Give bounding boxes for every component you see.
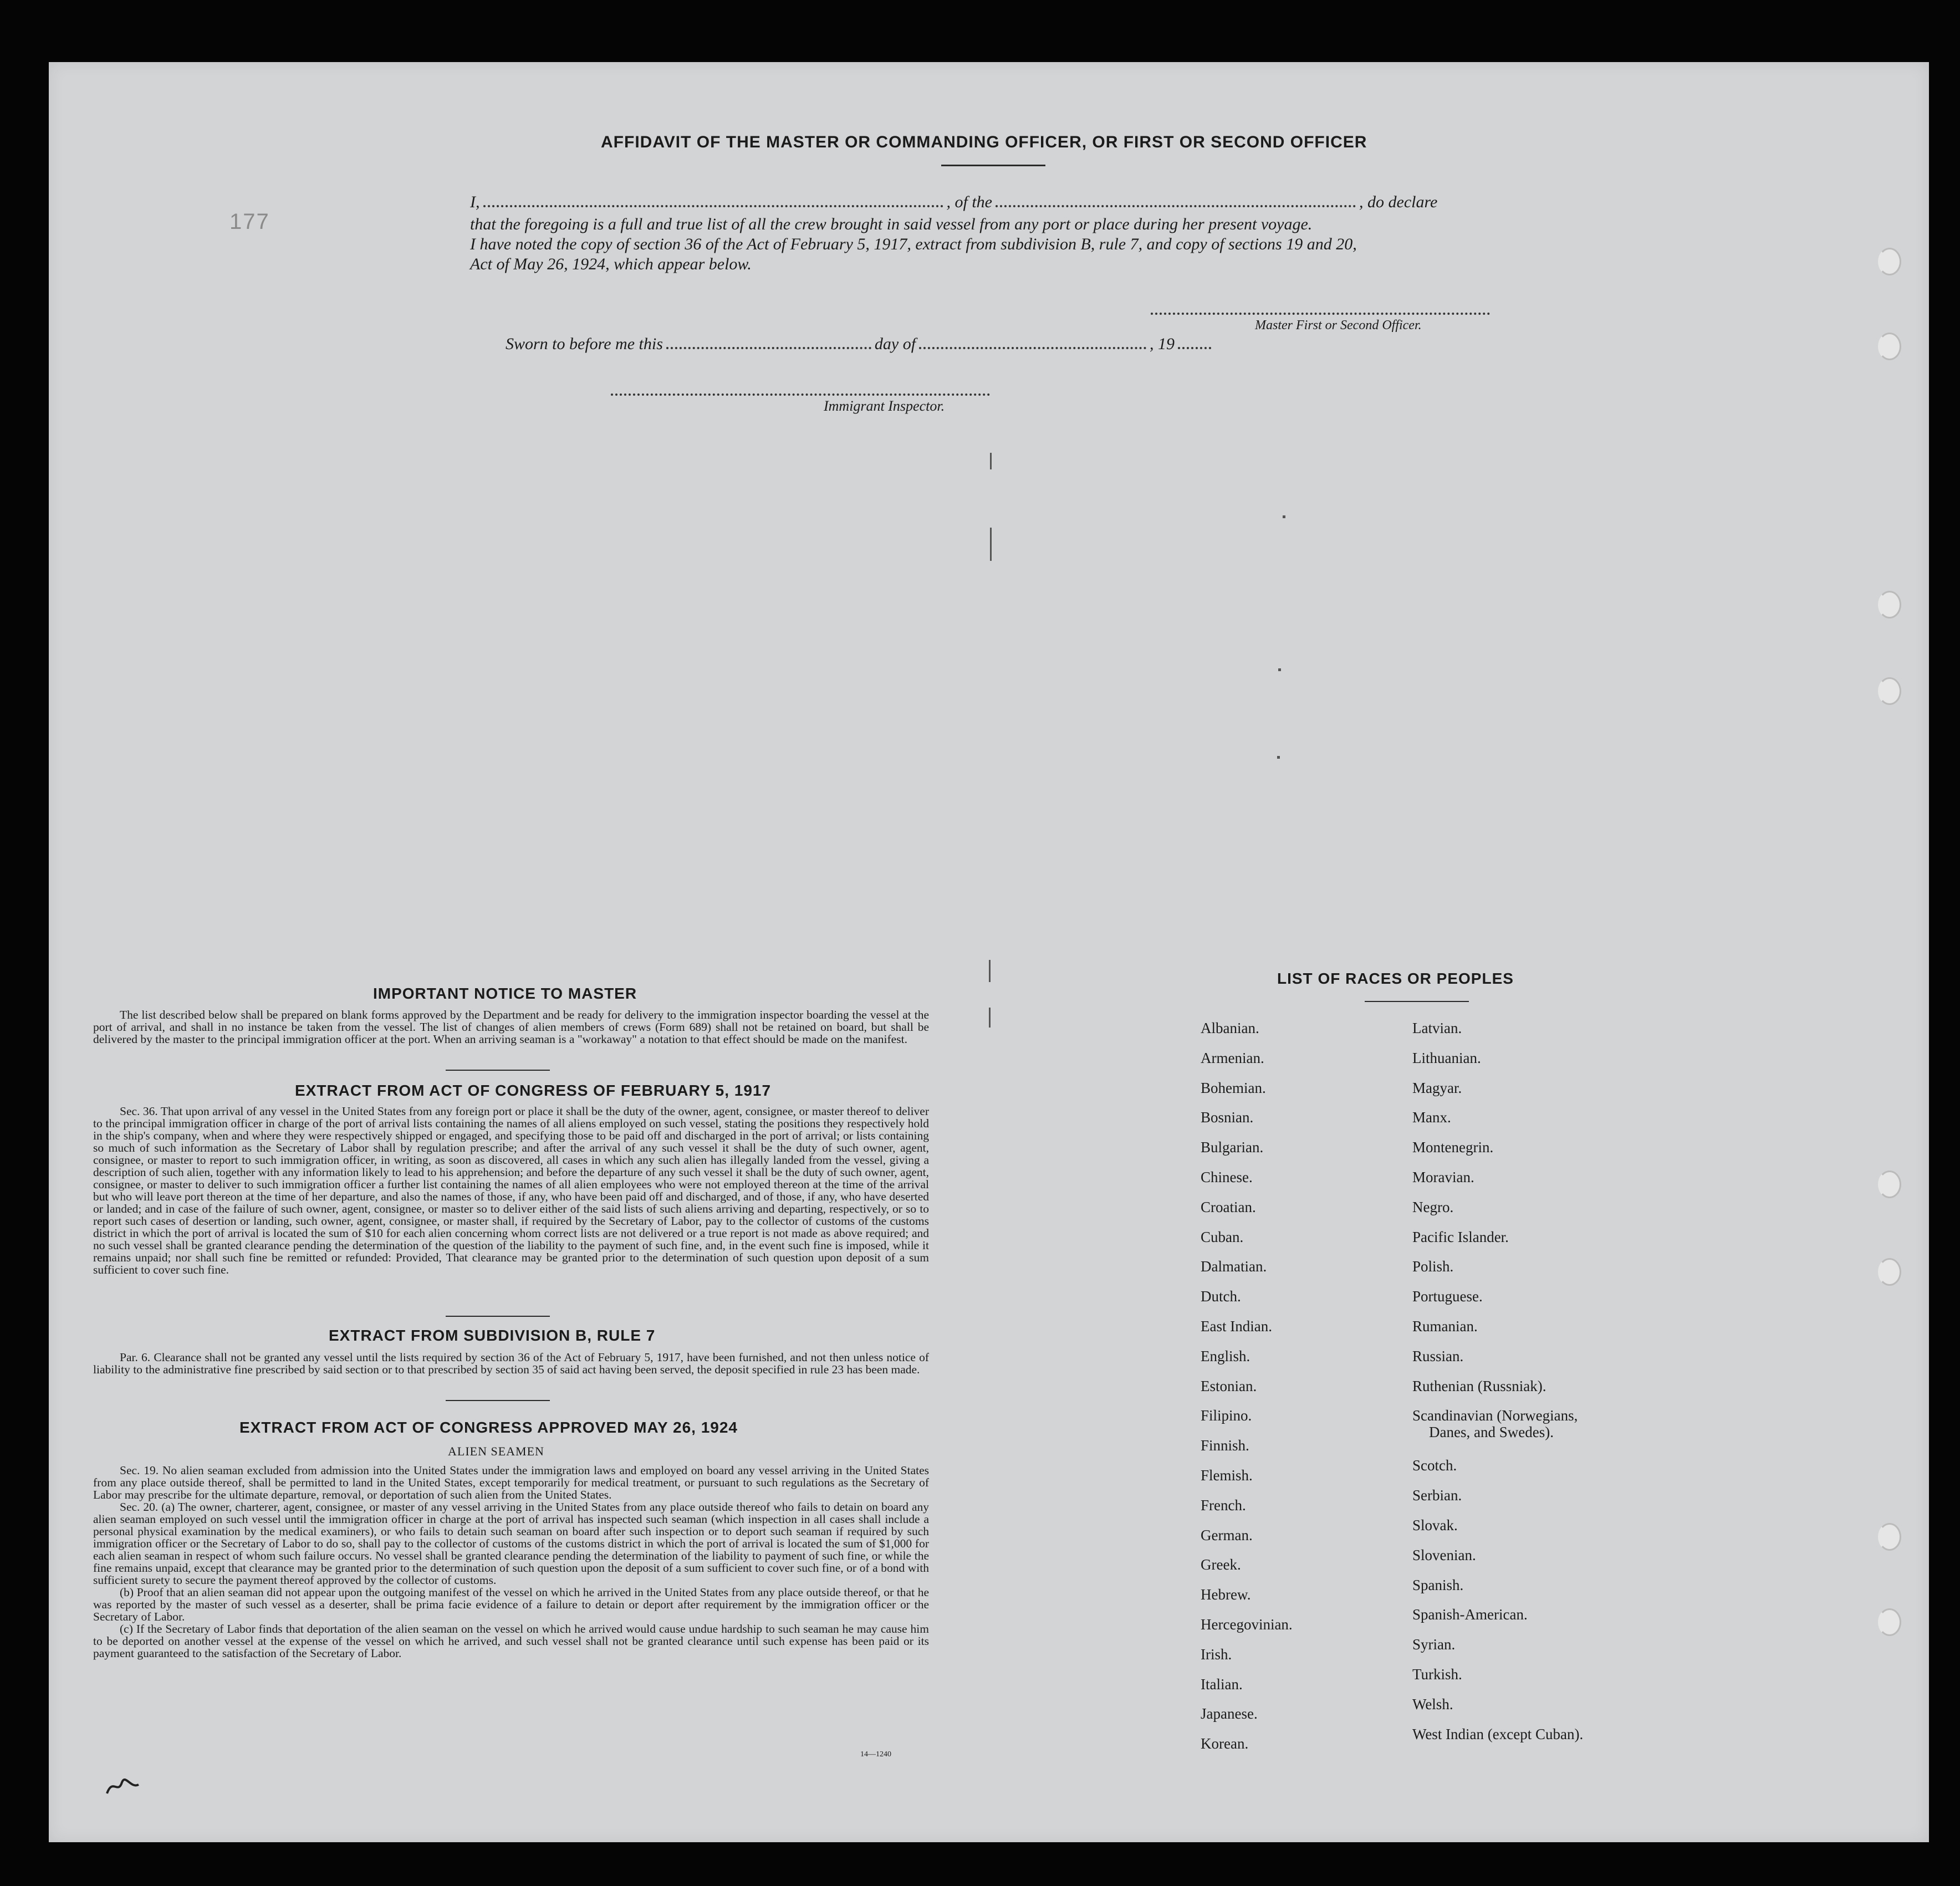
inspector-signature-line[interactable] (611, 393, 990, 396)
race-item: Dutch. (1201, 1288, 1241, 1305)
rule7-body (93, 1351, 929, 1376)
race-item: Lithuanian. (1412, 1050, 1481, 1066)
extract1917-title: EXTRACT FROM ACT OF CONGRESS OF FEBRUARY 5, 1917 (295, 1082, 772, 1099)
fold-mark (990, 528, 992, 561)
race-item: Hebrew. (1201, 1586, 1251, 1603)
race-item: Polish. (1412, 1258, 1454, 1275)
document-page (49, 62, 1929, 1842)
race-item: Bohemian. (1201, 1080, 1266, 1096)
sworn-line (506, 335, 1214, 354)
race-item: Russian. (1412, 1348, 1464, 1364)
binder-hole (1878, 1258, 1901, 1286)
race-item: Welsh. (1412, 1696, 1453, 1713)
race-item: Flemish. (1201, 1467, 1253, 1484)
form-number: 14—1240 (860, 1750, 891, 1759)
sworn-month-blank[interactable] (919, 347, 1146, 349)
race-item: Bosnian. (1201, 1109, 1254, 1126)
race-item: West Indian (except Cuban). (1412, 1726, 1584, 1742)
race-item: Hercegovinian. (1201, 1616, 1293, 1633)
dot-mark (1278, 668, 1281, 671)
race-item: Turkish. (1412, 1666, 1462, 1683)
year-label: , 19 (1150, 335, 1175, 353)
race-item: Finnish. (1201, 1437, 1249, 1454)
inspector-label: Immigrant Inspector. (824, 398, 945, 414)
race-item: East Indian. (1201, 1318, 1272, 1335)
fold-mark (990, 453, 992, 469)
pencil-mark-icon (104, 1772, 143, 1800)
extract1924-title: EXTRACT FROM ACT OF CONGRESS APPROVED MAY 26, 1924 (239, 1419, 738, 1436)
race-item: Italian. (1201, 1676, 1243, 1693)
binder-hole (1878, 677, 1901, 705)
race-item: Rumanian. (1412, 1318, 1478, 1335)
year-blank[interactable] (1178, 347, 1211, 349)
alien-seamen-subtitle: ALIEN SEAMEN (448, 1444, 544, 1458)
sworn-label: Sworn to before me this (506, 335, 663, 353)
vessel-blank[interactable] (996, 205, 1356, 207)
sec19-paragraph: Sec. 19. No alien seaman excluded from admission into the United States under the immigration laws and employed on board any vessel arriving in the United States from any place outside thereof, shall be permitted to land in the United States, except temporarily for medical treatment, or pursuant to such regulations as the Secretary of Labor may prescribe for the ultimate departure, removal, or deportation of such alien from the United States. (93, 1464, 929, 1501)
race-item: Syrian. (1412, 1636, 1456, 1653)
race-item: Armenian. (1201, 1050, 1264, 1066)
race-item: Scandinavian (Norwegians, (1412, 1407, 1578, 1424)
race-item: Negro. (1412, 1199, 1454, 1215)
binder-hole (1878, 1523, 1901, 1551)
race-item: Chinese. (1201, 1169, 1253, 1185)
sworn-day-blank[interactable] (666, 347, 871, 349)
race-item: Magyar. (1412, 1080, 1462, 1096)
of-the-label: , of the (946, 193, 992, 211)
binder-hole (1878, 591, 1901, 619)
name-blank[interactable] (483, 205, 943, 207)
rule7-title: EXTRACT FROM SUBDIVISION B, RULE 7 (329, 1327, 656, 1344)
race-item: Pacific Islander. (1412, 1229, 1509, 1245)
races-title: LIST OF RACES OR PEOPLES (1277, 970, 1514, 987)
race-item: Korean. (1201, 1735, 1249, 1752)
i-label: I, (470, 193, 480, 211)
race-item: Latvian. (1412, 1020, 1462, 1036)
title-rule (941, 165, 1045, 166)
extract1917-body (93, 1105, 929, 1276)
handwritten-page-number: 177 (229, 209, 270, 234)
sec20c-paragraph: (c) If the Secretary of Labor finds that deportation of the alien seaman on the vessel on which he arrived would cause undue hardship to such seaman he may cause him to be deported on another vessel at the expense of the vessel on which he arrived, and such vessel shall not be granted clearance until such expense has been paid or its payment guaranteed to the satisfaction of the Secretary of Labor. (93, 1622, 929, 1660)
sec20b-paragraph: (b) Proof that an alien seaman did not appear upon the outgoing manifest of the vessel on which he arrived in the United States from any place outside thereof, or that he was reported by the master of such vessel as a deserter, shall be prima facie evidence of a failure to detain or deport after requirement by the immigration officer or the Secretary of Labor. (93, 1586, 929, 1623)
day-of-label: day of (874, 335, 916, 353)
extract1917-rule (446, 1316, 550, 1317)
race-item: Portuguese. (1412, 1288, 1483, 1305)
race-item: Slovenian. (1412, 1547, 1476, 1563)
notice-paragraph: The list described below shall be prepared on blank forms approved by the Department and be ready for delivery to the immigration inspector boarding the vessel at the port of arrival, and shall in no instance be taken from the vessel. The list of changes of alien members of crews (Form 689) shall not be retained on board, but shall be delivered by the master to the principal immigration officer at the port. When an arriving seaman is a "workaway" a notation to that effect should be made on the manifest. (93, 1008, 929, 1046)
races-rule (1365, 1001, 1469, 1002)
binder-hole (1878, 333, 1901, 360)
binder-hole (1878, 1608, 1901, 1636)
race-item: Irish. (1201, 1646, 1232, 1663)
affidavit-line4: Act of May 26, 1924, which appear below. (470, 255, 752, 273)
fold-mark (989, 1008, 991, 1028)
race-item: Montenegrin. (1412, 1139, 1494, 1156)
race-item: Cuban. (1201, 1229, 1244, 1245)
race-item: Ruthenian (Russniak). (1412, 1378, 1546, 1394)
affidavit-line3: I have noted the copy of section 36 of the Act of February 5, 1917, extract from subdivision B, rule 7, and copy of sections 19 and 20, (470, 235, 1357, 253)
race-item: Moravian. (1412, 1169, 1474, 1185)
master-signature-label: Master First or Second Officer. (1255, 318, 1422, 333)
race-item: Japanese. (1201, 1705, 1258, 1722)
race-item: Spanish. (1412, 1577, 1464, 1593)
race-item: Manx. (1412, 1109, 1451, 1126)
notice-body (93, 1009, 929, 1045)
extract1924-body (93, 1464, 929, 1659)
notice-rule (446, 1070, 550, 1071)
race-item: German. (1201, 1527, 1253, 1543)
race-item: French. (1201, 1497, 1246, 1514)
race-item: Bulgarian. (1201, 1139, 1264, 1156)
race-item: Spanish-American. (1412, 1606, 1528, 1623)
race-item: Dalmatian. (1201, 1258, 1267, 1275)
race-item: English. (1201, 1348, 1250, 1364)
race-item: Scotch. (1412, 1457, 1457, 1474)
race-item: Estonian. (1201, 1378, 1257, 1394)
fold-mark (989, 960, 991, 982)
race-item: Danes, and Swedes). (1429, 1424, 1554, 1440)
master-signature-line[interactable] (1151, 313, 1490, 315)
rule7-rule (446, 1400, 550, 1401)
notice-title: IMPORTANT NOTICE TO MASTER (373, 985, 637, 1002)
affidavit-line1 (470, 193, 1568, 212)
binder-hole (1878, 248, 1901, 275)
par6-paragraph: Par. 6. Clearance shall not be granted any vessel until the lists required by section 36 of the Act of February 5, 1917, have been furnished, and not then unless notice of liability to the administrative fine prescribed by said section or to that prescribed by section 35 of said act having been served, the deposit specified in rule 23 has been made. (93, 1351, 929, 1376)
race-item: Serbian. (1412, 1487, 1462, 1504)
race-item: Greek. (1201, 1556, 1241, 1573)
race-item: Albanian. (1201, 1020, 1259, 1036)
sec20a-paragraph: Sec. 20. (a) The owner, charterer, agent, consignee, or master of any vessel arriving in the United States from any place outside thereof who fails to detain on board any alien seaman employed on such vessel until the immigration officer in charge at the port of arrival has inspected such seaman (which inspection in all cases shall include a personal physical examination by the medical examiners), or who fails to detain such seaman on board after such inspection or to deport such seaman if required by such immigration officer or the Secretary of Labor to do so, shall pay to the collector of customs of the customs district in which the port of arrival is located the sum of $1,000 for each alien seaman in respect of whom such failure occurs. No vessel shall be granted clearance pending the determination of the liability to payment of such fine, or while the fine remains unpaid, except that clearance may be granted prior to the determination of such question upon the deposit of a sum sufficient to cover such fine, or of a bond with sufficient surety to secure the payment thereof approved by the collector of customs. (93, 1500, 929, 1587)
sec36-paragraph: Sec. 36. That upon arrival of any vessel in the United States from any foreign port or place it shall be the duty of the owner, agent, consignee, or master thereof to deliver to the principal immigration officer in charge of the port of arrival lists containing the names of all aliens employed on such vessel, stating the positions they respectively hold in the ship's company, when and where they were respectively shipped or engaged, and specifying those to be paid off and discharged in the port of arrival; or lists containing so much of such information as the Secretary of Labor shall by regulation prescribe; and after the arrival of any such vessel it shall be the duty of such owner, agent, consignee, or master to report to such immigration officer, in writing, as soon as discovered, all cases in which any such alien has illegally landed from the vessel, giving a description of such alien, together with any information likely to lead to his apprehension; and before the departure of any such vessel it shall be the duty of such owner, agent, consignee, or master to deliver to such immigration officer a further list containing the names of all alien employees who were not employed thereon at the time of the arrival but who will leave port thereon at the time of her departure, and also the names of those, if any, who have been paid off and discharged, and of those, if any, who have deserted or landed; and in case of the failure of such owner, agent, consignee, or master so to deliver either of the said lists of such aliens arriving and departing, respectively, or so to report such cases of desertion or landing, such owner, agent, consignee, or master shall, if required by the Secretary of Labor, pay to the collector of customs of the customs district in which the port of arrival is located the sum of $10 for each alien concerning whom correct lists are not delivered or a true report is not made as above required; and no such vessel shall be granted clearance pending the determination of the question of the liability to the payment of such fine, and, in the event such fine is imposed, while it remains unpaid; nor shall such fine be remitted or refunded: Provided, That clearance may be granted prior to the determination of such question upon deposit of a sum sufficient to cover such fine. (93, 1105, 929, 1276)
race-item: Filipino. (1201, 1407, 1252, 1424)
dot-mark (1283, 515, 1285, 518)
dot-mark (1277, 756, 1280, 759)
race-item: Croatian. (1201, 1199, 1256, 1215)
race-item: Slovak. (1412, 1517, 1458, 1534)
do-declare-label: , do declare (1359, 193, 1438, 211)
affidavit-title: AFFIDAVIT OF THE MASTER OR COMMANDING OFFICER, OR FIRST OR SECOND OFFICER (601, 133, 1367, 151)
affidavit-line2: that the foregoing is a full and true list of all the crew brought in said vessel from any port or place during her present voyage. (470, 215, 1313, 233)
binder-hole (1878, 1171, 1901, 1198)
